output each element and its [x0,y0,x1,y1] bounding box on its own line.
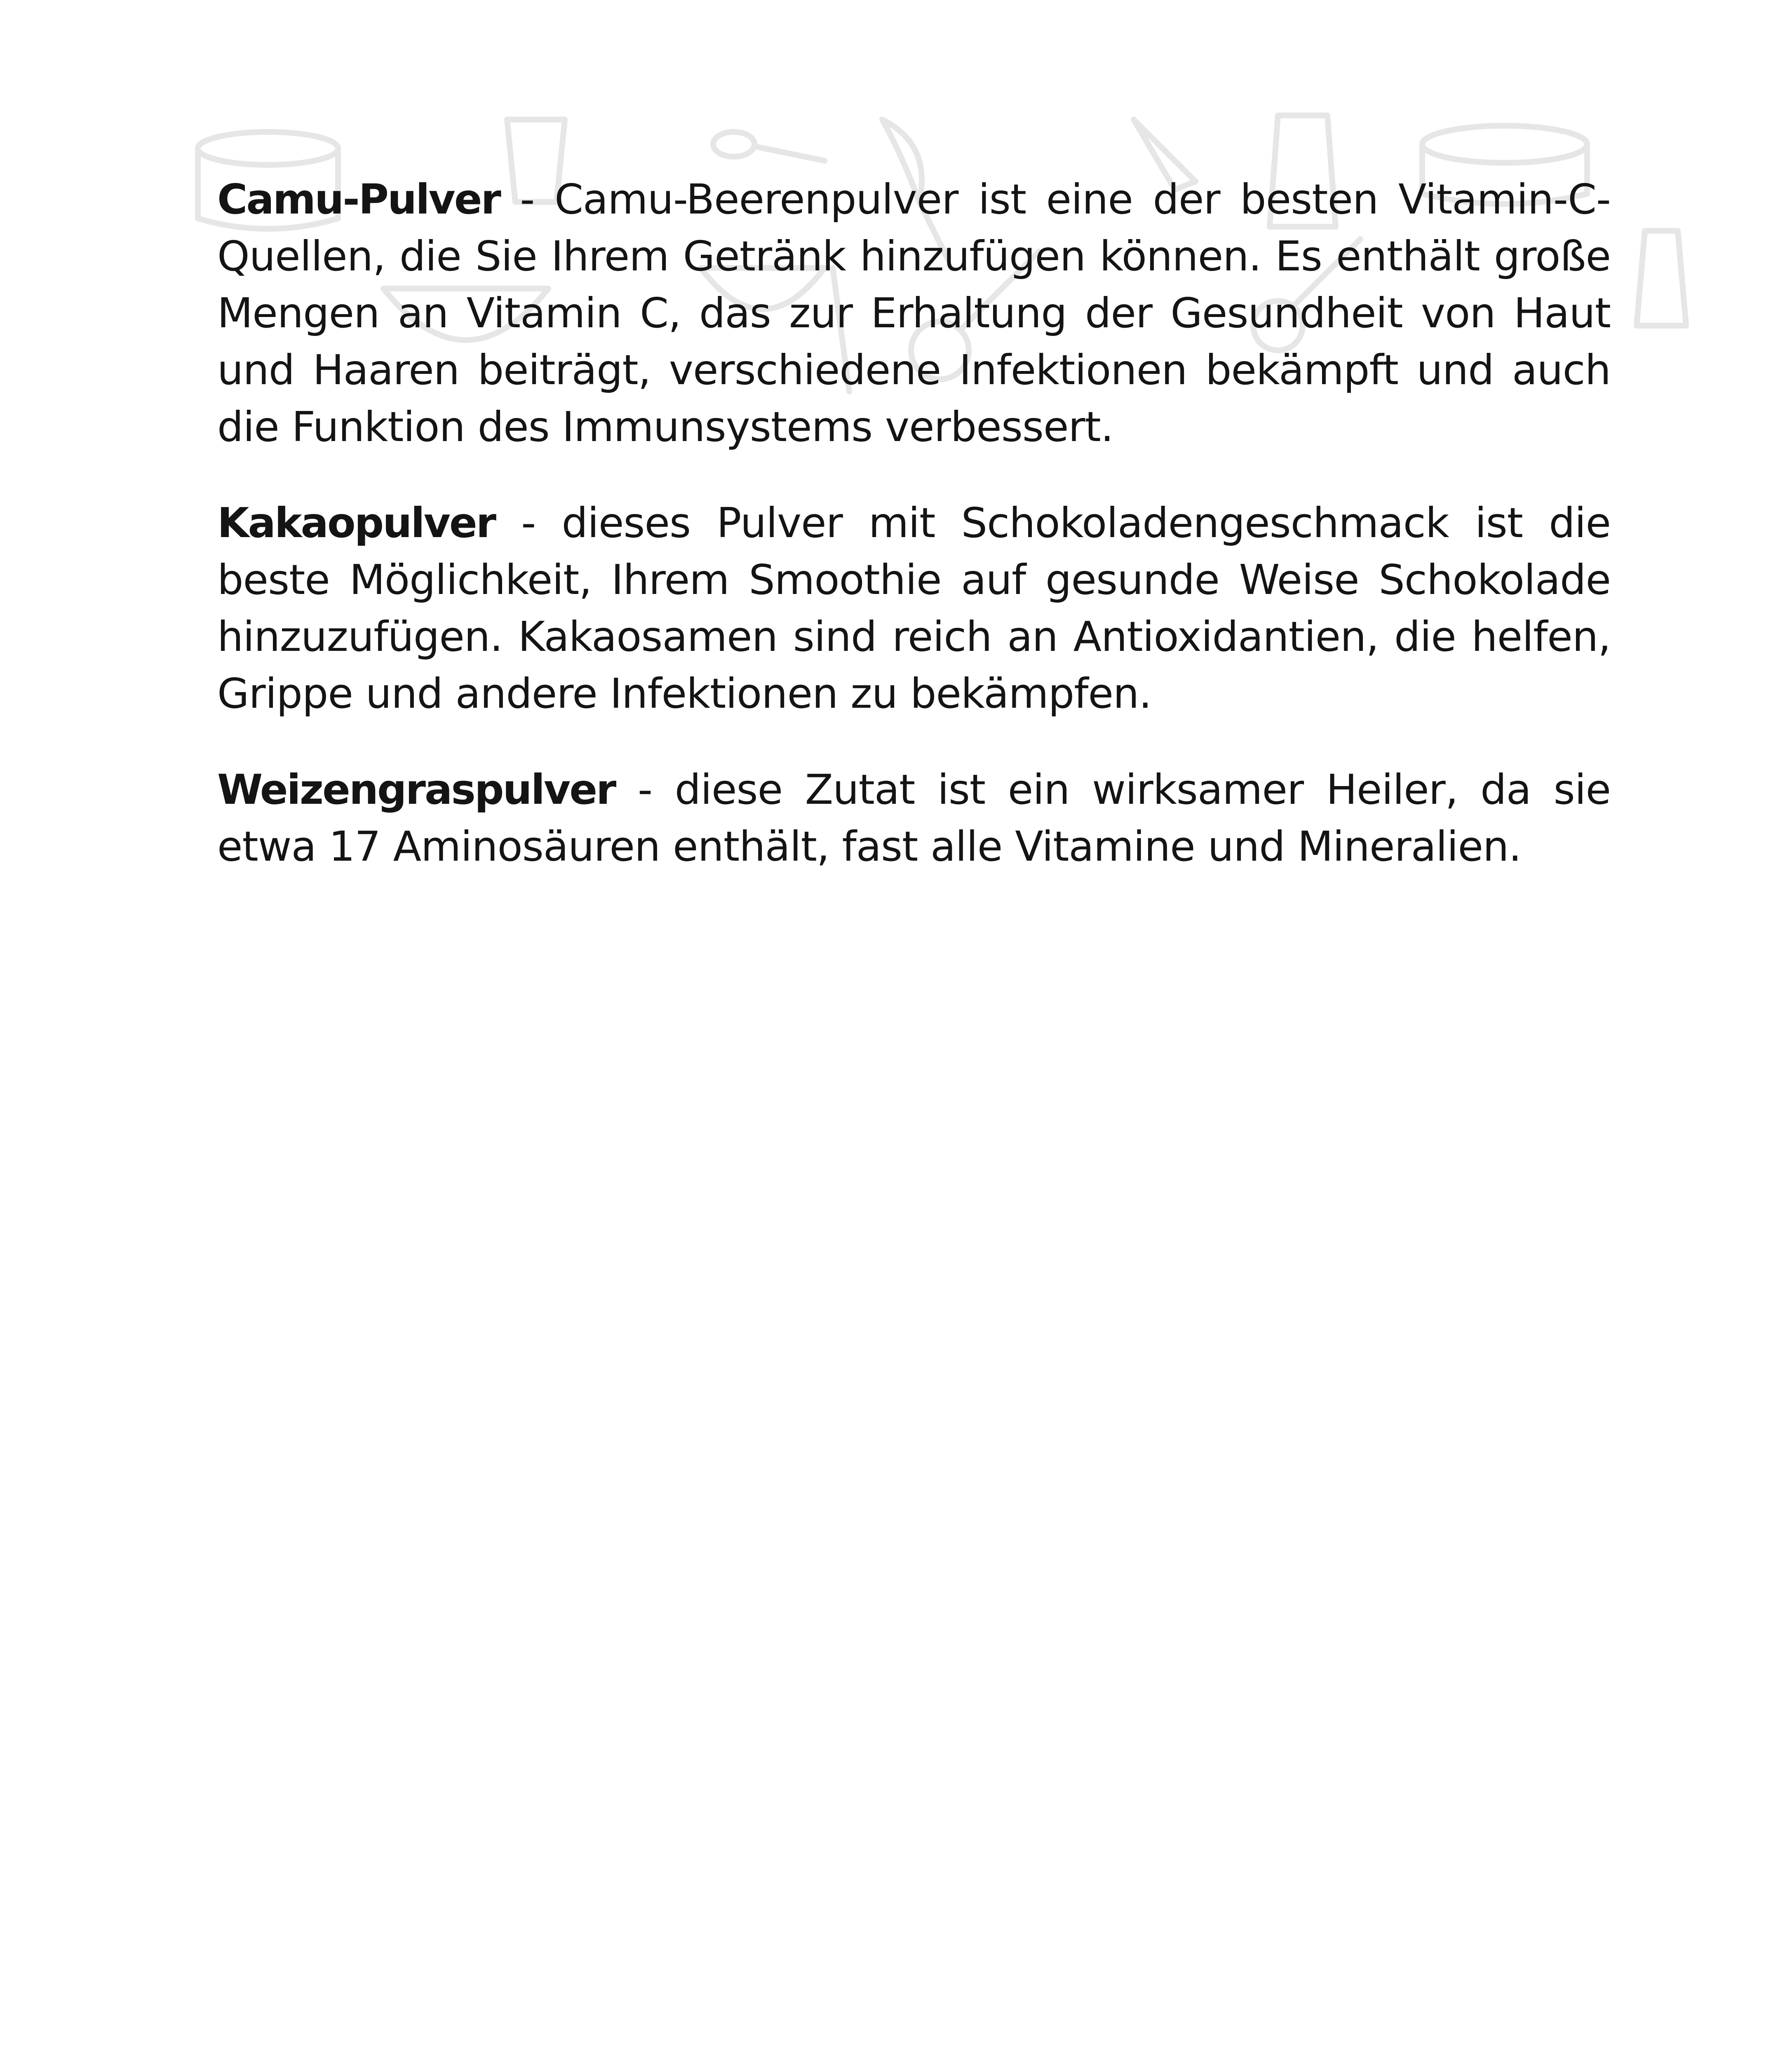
paragraph-weizengraspulver [217,761,1611,875]
term-kakaopulver: Kakaopulver [217,499,496,547]
description-kakaopulver: - dieses Pulver mit Schokoladengeschmack ist die beste Möglichkeit, Ihrem Smoothie auf gesunde Weise Schokolade hinzuzufügen. Kakaosamen sind reich an Antioxidantien, die helfen, Grippe und andere Infektionen zu bekämpfen. [217,499,1611,718]
grater-icon [1637,231,1686,326]
spoon-icon [713,132,824,161]
paragraph-kakaopulver [217,495,1611,722]
document-body [217,171,1611,914]
term-camu-pulver: Camu-Pulver [217,175,500,223]
paragraph-camu-pulver [217,171,1611,455]
term-weizengraspulver: Weizengraspulver [217,765,615,814]
description-camu-pulver: - Camu-Beerenpulver ist eine der besten Vitamin-C-Quellen, die Sie Ihrem Getränk hinzufügen können. Es enthält große Mengen an Vitamin C, das zur Erhaltung der Gesundheit von Haut und Haaren beiträgt, verschiedene Infektionen bekämpft und auch die Funktion des Immunsystems verbessert. [217,175,1611,451]
description-weizengraspulver: - diese Zutat ist ein wirksamer Heiler, da sie etwa 17 Aminosäuren enthält, fast alle Vitamine und Mineralien. [217,765,1611,871]
